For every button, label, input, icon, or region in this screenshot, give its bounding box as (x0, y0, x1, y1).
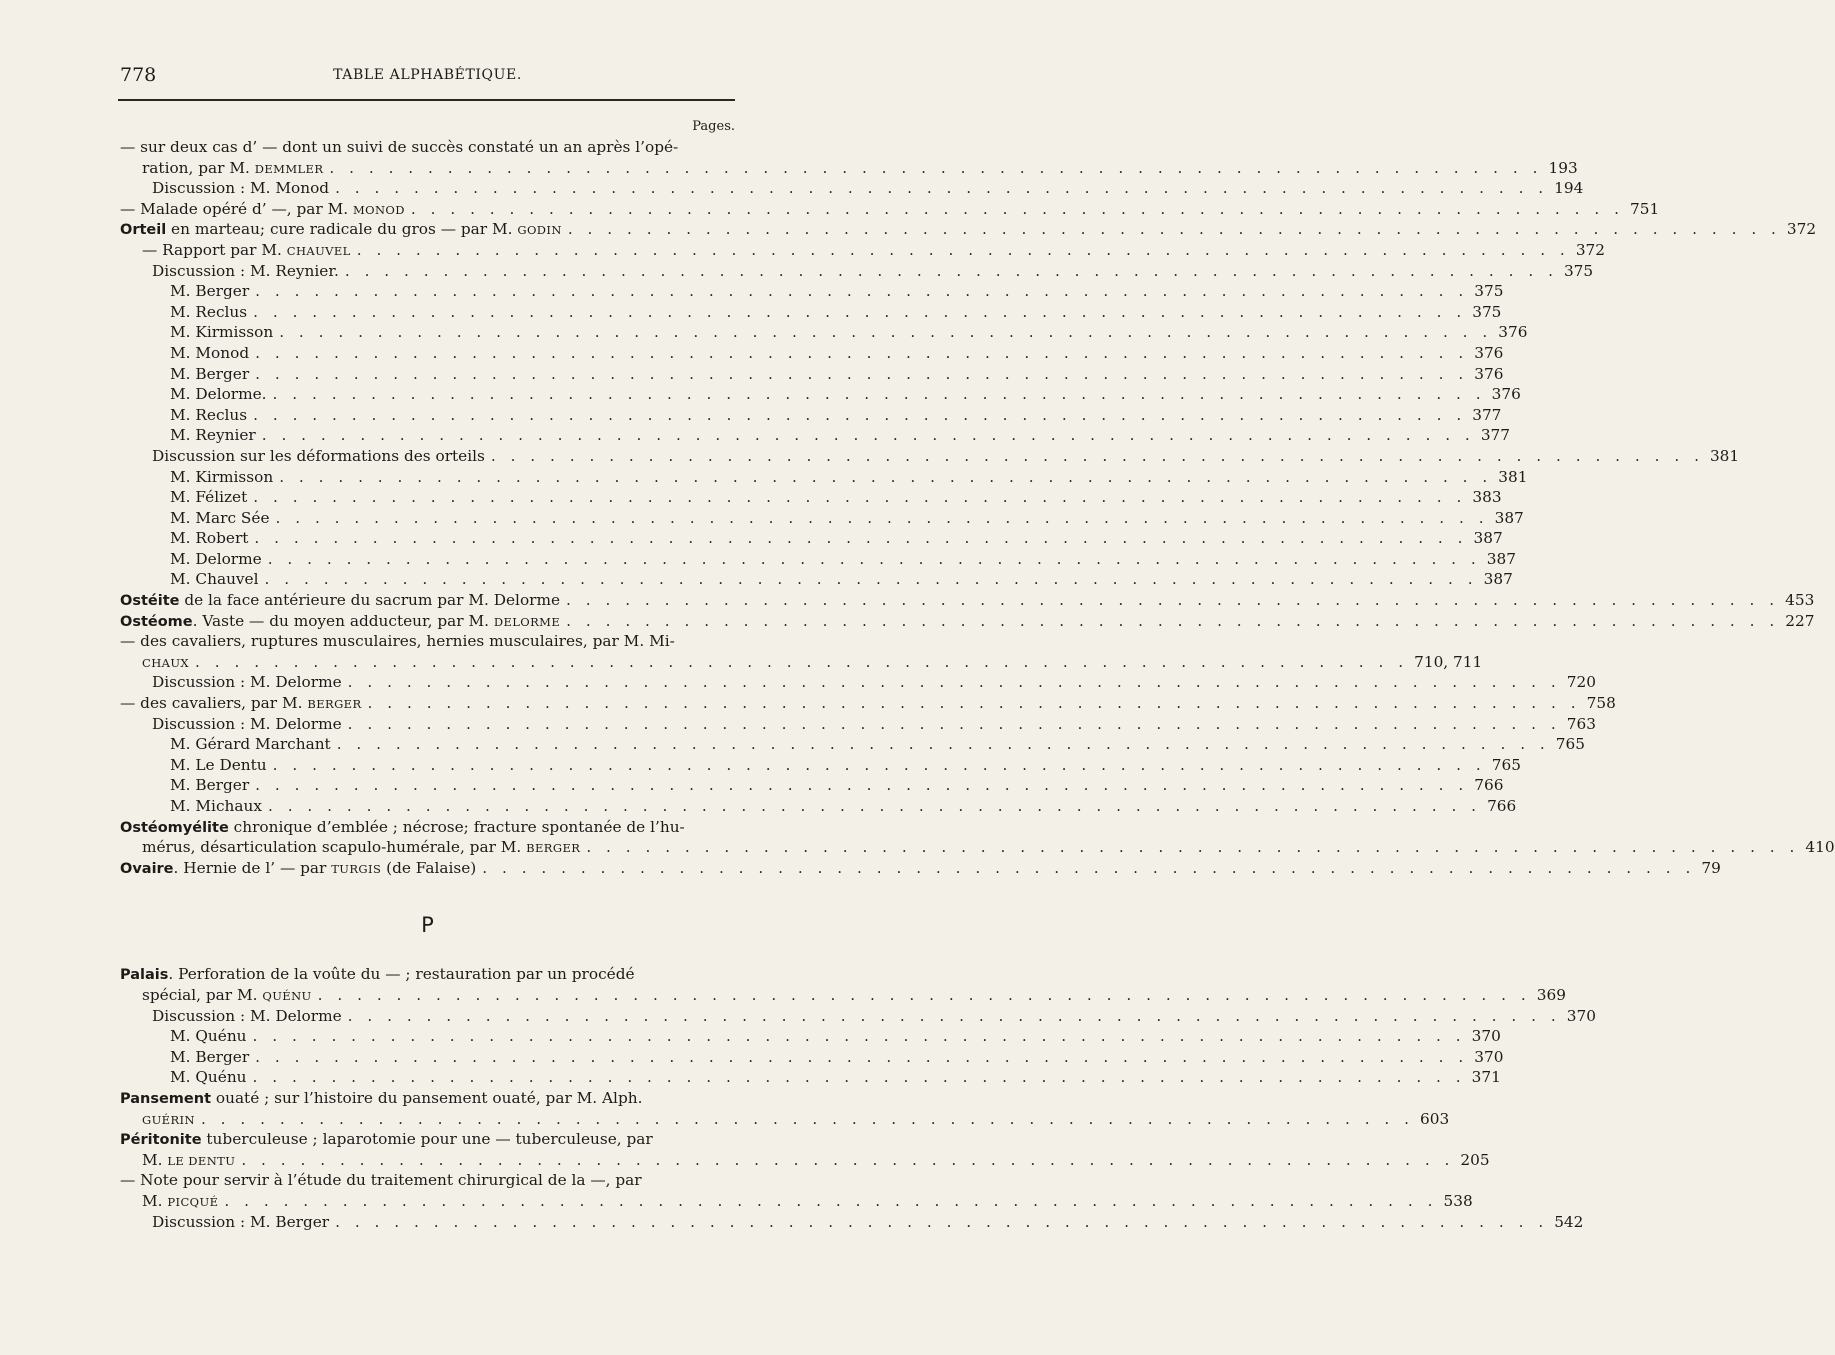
entry-author: DELORME (493, 614, 561, 629)
page-ref: 387 (1483, 570, 1513, 589)
entry-text (142, 1150, 235, 1172)
entry-phrase: — Malade opéré d’ —, par M. (120, 199, 353, 218)
index-entry-line (120, 837, 1835, 858)
index-entry-line (120, 1150, 1490, 1171)
page-ref: 370 (1471, 1027, 1501, 1046)
entry-phrase: M. Berger (170, 282, 250, 301)
entry-text (170, 364, 249, 385)
page-ref: 375 (1474, 282, 1504, 301)
page-ref: 375 (1472, 302, 1502, 321)
index-entry-line (120, 652, 1483, 673)
entry-text (170, 487, 247, 508)
dot-leader: . . . . . . . . . . . . . . . . . . . . . . . . . . . . . . . . . . . . . . . . . . . . . . . . . . . . . . . . . . . . . . (255, 343, 1469, 362)
entry-phrase-tail: (de Falaise) (381, 858, 477, 877)
page-ref: 205 (1460, 1150, 1490, 1169)
index-entry-line (120, 364, 1504, 385)
dot-leader: . . . . . . . . . . . . . . . . . . . . . . . . . . . . . . . . . . . . . . . . . . . . . . . . . . . . . . . . . . . . . . (344, 261, 1558, 280)
dot-leader: . . . . . . . . . . . . . . . . . . . . . . . . . . . . . . . . . . . . . . . . . . . . . . . . . . . . . . . . . . . . . . (224, 1191, 1438, 1210)
entry-author: CHAUX (142, 655, 190, 670)
index-entry-line (120, 199, 1660, 220)
pages-column-label: Pages. (692, 119, 735, 134)
dot-leader: . . . . . . . . . . . . . . . . . . . . . . . . . . . . . . . . . . . . . . . . . . . . . . . . . . . . . . . . . . . . . . (267, 549, 1481, 568)
page-header (120, 64, 735, 90)
dot-leader: . . . . . . . . . . . . . . . . . . . . . . . . . . . . . . . . . . . . . . . . . . . . . . . . . . . . . . . . . . . . . . (252, 1027, 1466, 1046)
page-ref: 193 (1548, 158, 1578, 177)
entry-phrase: M. Kirmisson (170, 323, 274, 342)
entry-phrase: en marteau; cure radicale du gros — par M. (166, 220, 518, 239)
index-entry-line (120, 1109, 1450, 1130)
entry-keyword: Orteil (120, 222, 167, 239)
entry-phrase: M. Reynier (170, 426, 256, 445)
dot-leader: . . . . . . . . . . . . . . . . . . . . . . . . . . . . . . . . . . . . . . . . . . . . . . . . . . . . . . . . . . . . . . (335, 179, 1549, 198)
index-entry-line (120, 631, 735, 652)
entry-text (120, 858, 476, 880)
index-entry-line (120, 1006, 1596, 1027)
entry-phrase: M. Monod (170, 343, 250, 362)
section-letter: P (421, 913, 434, 938)
entry-phrase: . Perforation de la voûte du — ; restauration par un procédé (168, 965, 635, 984)
entry-phrase: Discussion : M. Monod (152, 179, 330, 198)
index-entry-line (120, 508, 1524, 529)
index-entry-heading (120, 1088, 735, 1109)
entry-text (170, 1067, 247, 1088)
dot-leader: . . . . . . . . . . . . . . . . . . . . . . . . . . . . . . . . . . . . . . . . . . . . . . . . . . . . . . . . . . . . . . (317, 985, 1531, 1004)
index-entry-line (120, 569, 1513, 590)
entry-phrase: M. Delorme. (170, 385, 267, 404)
entry-text (152, 1212, 329, 1233)
entry-phrase: M. Le Dentu (170, 755, 267, 774)
page-ref: 542 (1554, 1212, 1584, 1231)
page-ref: 372 (1575, 240, 1606, 259)
index-entry-line (120, 261, 1594, 282)
index-entry-line (120, 755, 1521, 776)
entry-text (170, 775, 249, 796)
dot-leader: . . . . . . . . . . . . . . . . . . . . . . . . . . . . . . . . . . . . . . . . . . . . . . . . . . . . . . . . . . . . . . (347, 714, 1561, 733)
entry-phrase: . Vaste — du moyen adducteur, par M. (192, 611, 494, 630)
dot-leader: . . . . . . . . . . . . . . . . . . . . . . . . . . . . . . . . . . . . . . . . . . . . . . . . . . . . . . . . . . . . . . (586, 838, 1800, 857)
page-ref: 376 (1474, 343, 1504, 362)
index-entry-heading (120, 219, 1817, 240)
entry-text (152, 178, 329, 199)
page-ref: 227 (1785, 611, 1815, 630)
index-entry-line (120, 1170, 735, 1191)
entry-text (120, 1130, 653, 1148)
entry-phrase: M. Berger (170, 1047, 250, 1066)
entry-phrase: M. Berger (170, 364, 250, 383)
page-ref: 381 (1709, 446, 1740, 465)
entry-phrase: ration, par M. (142, 158, 255, 177)
entry-text (120, 632, 675, 650)
entry-keyword: Ovaire (120, 860, 174, 877)
page-ref: 763 (1566, 714, 1596, 733)
index-entry-line (120, 158, 1578, 179)
entry-text (170, 467, 273, 488)
entry-text (170, 281, 249, 302)
dot-leader: . . . . . . . . . . . . . . . . . . . . . . . . . . . . . . . . . . . . . . . . . . . . . . . . . . . . . . . . . . . . . . (253, 302, 1467, 321)
page-ref: 765 (1491, 755, 1521, 774)
entry-text (142, 1109, 195, 1131)
dot-leader: . . . . . . . . . . . . . . . . . . . . . . . . . . . . . . . . . . . . . . . . . . . . . . . . . . . . . . . . . . . . . . (253, 405, 1467, 424)
dot-leader: . . . . . . . . . . . . . . . . . . . . . . . . . . . . . . . . . . . . . . . . . . . . . . . . . . . . . . . . . . . . . . (272, 385, 1486, 404)
index-entry-line (120, 1067, 1501, 1088)
index-entry-line (120, 405, 1502, 426)
entry-phrase: — des cavaliers, ruptures musculaires, hernies musculaires, par M. Mi- (120, 632, 675, 651)
dot-leader: . . . . . . . . . . . . . . . . . . . . . . . . . . . . . . . . . . . . . . . . . . . . . . . . . . . . . . . . . . . . . . (252, 1068, 1466, 1087)
entry-text (120, 590, 560, 612)
entry-author: BERGER (307, 697, 362, 712)
entry-text (152, 672, 342, 693)
entry-text (142, 837, 580, 859)
index-entry-line (120, 384, 1521, 405)
dot-leader: . . . . . . . . . . . . . . . . . . . . . . . . . . . . . . . . . . . . . . . . . . . . . . . . . . . . . . . . . . . . . . (482, 858, 1696, 877)
entry-phrase: — des cavaliers, par M. (120, 694, 308, 713)
dot-leader: . . . . . . . . . . . . . . . . . . . . . . . . . . . . . . . . . . . . . . . . . . . . . . . . . . . . . . . . . . . . . . (255, 1047, 1469, 1066)
page-ref: 453 (1785, 591, 1815, 610)
entry-text (120, 219, 562, 241)
page-ref: 369 (1536, 985, 1566, 1004)
page-ref: 538 (1443, 1191, 1473, 1210)
entry-phrase: M. (142, 1150, 168, 1169)
index-entry-heading (120, 817, 735, 838)
entry-phrase: chronique d’emblée ; nécrose; fracture spontanée de l’hu- (228, 817, 685, 836)
index-entry-line (120, 693, 1616, 714)
entry-phrase: M. Reclus (170, 302, 248, 321)
index-entry-line (120, 714, 1596, 735)
page-ref: 194 (1554, 179, 1584, 198)
entry-phrase: M. Berger (170, 776, 250, 795)
dot-leader: . . . . . . . . . . . . . . . . . . . . . . . . . . . . . . . . . . . . . . . . . . . . . . . . . . . . . . . . . . . . . . (347, 1006, 1561, 1025)
dot-leader: . . . . . . . . . . . . . . . . . . . . . . . . . . . . . . . . . . . . . . . . . . . . . . . . . . . . . . . . . . . . . . (255, 282, 1469, 301)
page-ref: 370 (1474, 1047, 1504, 1066)
dot-leader: . . . . . . . . . . . . . . . . . . . . . . . . . . . . . . . . . . . . . . . . . . . . . . . . . . . . . . . . . . . . . . (279, 323, 1493, 342)
page-ref: 377 (1472, 405, 1502, 424)
page-ref: 758 (1586, 694, 1616, 713)
page-ref: 79 (1701, 858, 1721, 877)
dot-leader: . . . . . . . . . . . . . . . . . . . . . . . . . . . . . . . . . . . . . . . . . . . . . . . . . . . . . . . . . . . . . . (272, 755, 1486, 774)
page-ref: 383 (1472, 488, 1502, 507)
index-entry-line (120, 281, 1504, 302)
dot-leader: . . . . . . . . . . . . . . . . . . . . . . . . . . . . . . . . . . . . . . . . . . . . . . . . . . . . . . . . . . . . . . (254, 529, 1468, 548)
entry-text (120, 1089, 642, 1107)
running-title: TABLE ALPHABÉTIQUE. (333, 67, 522, 83)
dot-leader: . . . . . . . . . . . . . . . . . . . . . . . . . . . . . . . . . . . . . . . . . . . . . . . . . . . . . . . . . . . . . . (347, 673, 1561, 692)
entry-phrase: M. Kirmisson (170, 467, 274, 486)
dot-leader: . . . . . . . . . . . . . . . . . . . . . . . . . . . . . . . . . . . . . . . . . . . . . . . . . . . . . . . . . . . . . . (567, 220, 1781, 239)
index-entry-line (120, 985, 1566, 1006)
entry-text (120, 1171, 642, 1189)
index-entry-heading (120, 590, 1815, 611)
entry-text (142, 240, 351, 262)
entry-keyword: Ostéome (120, 613, 193, 630)
entry-phrase: M. Michaux (170, 797, 262, 815)
entry-keyword: Palais (120, 967, 169, 984)
dot-leader: . . . . . . . . . . . . . . . . . . . . . . . . . . . . . . . . . . . . . . . . . . . . . . . . . . . . . . . . . . . . . . (356, 240, 1570, 259)
entry-phrase: Discussion sur les déformations des orteils (152, 446, 485, 465)
index-entry-line (120, 240, 1606, 261)
entry-text (142, 158, 323, 180)
dot-leader: . . . . . . . . . . . . . . . . . . . . . . . . . . . . . . . . . . . . . . . . . . . . . . . . . . . . . . . . . . . . . . (367, 694, 1581, 713)
dot-leader: . . . . . . . . . . . . . . . . . . . . . . . . . . . . . . . . . . . . . . . . . . . . . . . . . . . . . . . . . . . . . . (566, 591, 1780, 610)
entry-phrase: . Hernie de l’ — par (173, 858, 332, 877)
page-ref: 765 (1555, 735, 1585, 754)
index-entry-line (120, 425, 1511, 446)
entry-phrase: M. (142, 1191, 168, 1210)
dot-leader: . . . . . . . . . . . . . . . . . . . . . . . . . . . . . . . . . . . . . . . . . . . . . . . . . . . . . . . . . . . . . . (336, 735, 1550, 754)
entry-phrase: Discussion : M. Delorme (152, 1006, 342, 1025)
index-entry-heading (120, 964, 735, 985)
entry-author: TURGIS (331, 861, 382, 876)
entry-text (120, 138, 678, 156)
entry-phrase: — Note pour servir à l’étude du traitement chirurgical de la —, par (120, 1171, 642, 1190)
entry-text (152, 1006, 342, 1027)
entry-phrase: — Rapport par M. (142, 240, 287, 259)
dot-leader: . . . . . . . . . . . . . . . . . . . . . . . . . . . . . . . . . . . . . . . . . . . . . . . . . . . . . . . . . . . . . . (279, 467, 1493, 486)
entry-keyword: Péritonite (120, 1132, 202, 1149)
index-entry-line (120, 487, 1502, 508)
entry-phrase: M. Chauvel (170, 570, 259, 589)
entry-text (170, 302, 247, 323)
dot-leader: . . . . . . . . . . . . . . . . . . . . . . . . . . . . . . . . . . . . . . . . . . . . . . . . . . . . . . . . . . . . . . (241, 1150, 1455, 1169)
page-ref: 371 (1471, 1068, 1501, 1087)
entry-phrase: M. Robert (170, 529, 249, 548)
entry-author: PICQUÉ (167, 1194, 219, 1209)
index-entry-line (120, 1212, 1584, 1233)
entry-text (170, 343, 249, 364)
entry-phrase: ouaté ; sur l’histoire du pansement ouaté, par M. Alph. (211, 1088, 643, 1107)
entry-phrase: M. Reclus (170, 405, 248, 424)
page-ref: 766 (1487, 797, 1517, 815)
page-ref: 376 (1491, 385, 1521, 404)
page-ref: 710, 711 (1414, 652, 1483, 671)
page-ref: 766 (1474, 776, 1504, 795)
entry-author: QUÉNU (262, 988, 312, 1003)
page-ref: 376 (1474, 364, 1504, 383)
index-entry-line (120, 528, 1503, 549)
entry-author: CHAUVEL (286, 243, 351, 258)
entry-text (152, 446, 485, 467)
entry-phrase: Discussion : M. Delorme (152, 673, 342, 692)
entry-text (170, 569, 259, 590)
dot-leader: . . . . . . . . . . . . . . . . . . . . . . . . . . . . . . . . . . . . . . . . . . . . . . . . . . . . . . . . . . . . . . (200, 1109, 1415, 1128)
index-entry-line (120, 549, 1516, 570)
dot-leader: . . . . . . . . . . . . . . . . . . . . . . . . . . . . . . . . . . . . . . . . . . . . . . . . . . . . . . . . . . . . . . (566, 611, 1780, 630)
entry-text (152, 714, 342, 735)
page-ref: 751 (1629, 199, 1660, 218)
page-ref: 720 (1566, 673, 1596, 692)
entry-text (120, 693, 362, 715)
header-rule (118, 99, 735, 101)
index-content (120, 117, 1835, 1232)
dot-leader: . . . . . . . . . . . . . . . . . . . . . . . . . . . . . . . . . . . . . . . . . . . . . . . . . . . . . . . . . . . . . . (275, 508, 1489, 527)
entry-text (170, 508, 270, 529)
dot-leader: . . . . . . . . . . . . . . . . . . . . . . . . . . . . . . . . . . . . . . . . . . . . . . . . . . . . . . . . . . . . . . (255, 364, 1469, 383)
index-entry-line (120, 322, 1528, 343)
index-entry-line (120, 343, 1504, 364)
page-ref: 603 (1420, 1109, 1450, 1128)
index-entry-line (120, 1047, 1504, 1068)
index-entry-line (120, 734, 1585, 755)
entry-keyword: Ostéite (120, 593, 180, 610)
entry-phrase: Discussion : M. Delorme (152, 714, 342, 733)
entry-text (170, 405, 247, 426)
dot-leader: . . . . . . . . . . . . . . . . . . . . . . . . . . . . . . . . . . . . . . . . . . . . . . . . . . . . . . . . . . . . . . (261, 426, 1475, 445)
entry-phrase: de la face antérieure du sacrum par M. Delorme (179, 591, 561, 610)
page-ref: 387 (1494, 508, 1524, 527)
entry-keyword: Ostéomyélite (120, 819, 229, 836)
page-ref: 376 (1498, 323, 1528, 342)
index-entry-heading (120, 858, 1721, 879)
entry-text (170, 755, 267, 776)
entry-phrase: M. Quénu (170, 1068, 247, 1087)
index-entry-heading (120, 611, 1815, 632)
index-entry-line (120, 178, 1584, 199)
entry-text (120, 965, 635, 983)
index-entry-line (120, 467, 1528, 488)
entry-author: DEMMLER (254, 161, 324, 176)
entry-text (170, 384, 267, 405)
entry-phrase: M. Delorme (170, 549, 262, 568)
entry-text (120, 611, 560, 633)
page-ref: 410 (1805, 838, 1835, 857)
entry-keyword: Pansement (120, 1090, 212, 1107)
index-entry-line (120, 446, 1740, 467)
entry-text (120, 818, 685, 836)
page-ref: 370 (1566, 1006, 1596, 1025)
index-entry-line (120, 137, 735, 158)
entry-phrase: mérus, désarticulation scapulo-humérale, par M. (142, 838, 527, 857)
entry-phrase: M. Quénu (170, 1027, 247, 1046)
index-entry-line (120, 796, 1517, 817)
dot-leader: . . . . . . . . . . . . . . . . . . . . . . . . . . . . . . . . . . . . . . . . . . . . . . . . . . . . . . . . . . . . . . (255, 776, 1469, 795)
dot-leader: . . . . . . . . . . . . . . . . . . . . . . . . . . . . . . . . . . . . . . . . . . . . . . . . . . . . . . . . . . . . . . (267, 797, 1482, 815)
entry-text (170, 322, 273, 343)
entry-phrase: spécial, par M. (142, 985, 263, 1004)
entry-text (120, 199, 405, 221)
page-ref: 372 (1786, 220, 1817, 239)
dot-leader: . . . . . . . . . . . . . . . . . . . . . . . . . . . . . . . . . . . . . . . . . . . . . . . . . . . . . . . . . . . . . . (329, 158, 1543, 177)
entry-phrase: Discussion : M. Reynier. (152, 261, 339, 280)
entry-author: GODIN (517, 223, 562, 238)
entry-phrase: — sur deux cas d’ — dont un suivi de succès constaté un an après l’opé- (120, 138, 679, 156)
index-entry-line (120, 1026, 1501, 1047)
dot-leader: . . . . . . . . . . . . . . . . . . . . . . . . . . . . . . . . . . . . . . . . . . . . . . . . . . . . . . . . . . . . . . (253, 488, 1467, 507)
entry-phrase: M. Marc Sée (170, 508, 270, 527)
dot-leader: . . . . . . . . . . . . . . . . . . . . . . . . . . . . . . . . . . . . . . . . . . . . . . . . . . . . . . . . . . . . . . (410, 199, 1624, 218)
page-ref: 387 (1473, 529, 1503, 548)
index-entry-line (120, 1191, 1473, 1212)
entry-text (170, 734, 331, 755)
entry-phrase: tuberculeuse ; laparotomie pour une — tuberculeuse, par (201, 1130, 653, 1149)
dot-leader: . . . . . . . . . . . . . . . . . . . . . . . . . . . . . . . . . . . . . . . . . . . . . . . . . . . . . . . . . . . . . . (335, 1212, 1549, 1231)
dot-leader: . . . . . . . . . . . . . . . . . . . . . . . . . . . . . . . . . . . . . . . . . . . . . . . . . . . . . . . . . . . . . . (264, 570, 1478, 589)
page-ref: 375 (1563, 261, 1594, 280)
entry-text (170, 796, 262, 817)
entry-text (170, 528, 248, 549)
entry-text (142, 1191, 218, 1213)
entry-text (170, 1047, 249, 1068)
index-entry-heading (120, 1129, 735, 1150)
dot-leader: . . . . . . . . . . . . . . . . . . . . . . . . . . . . . . . . . . . . . . . . . . . . . . . . . . . . . . . . . . . . . . (195, 652, 1409, 671)
index-entry-line (120, 672, 1596, 693)
entry-text (142, 985, 312, 1007)
index-entry-line (120, 302, 1502, 323)
entry-author: GUÉRIN (142, 1112, 195, 1127)
page-ref: 377 (1480, 426, 1511, 445)
entry-text (170, 425, 256, 446)
entry-author: LE DENTU (167, 1153, 236, 1168)
entry-author: BERGER (526, 841, 581, 856)
entry-phrase: M. Félizet (170, 488, 248, 507)
index-entry-line (120, 775, 1504, 796)
entry-text (142, 652, 189, 674)
entry-text (152, 261, 339, 282)
entry-text (170, 1026, 247, 1047)
entry-author: MONOD (352, 202, 405, 217)
entry-phrase: M. Gérard Marchant (170, 735, 331, 754)
page-ref: 381 (1498, 467, 1528, 486)
page-number: 778 (120, 64, 157, 86)
page-ref: 387 (1486, 549, 1516, 568)
entry-text (170, 549, 262, 570)
entry-phrase: Discussion : M. Berger (152, 1212, 330, 1231)
dot-leader: . . . . . . . . . . . . . . . . . . . . . . . . . . . . . . . . . . . . . . . . . . . . . . . . . . . . . . . . . . . . . . (490, 446, 1704, 465)
